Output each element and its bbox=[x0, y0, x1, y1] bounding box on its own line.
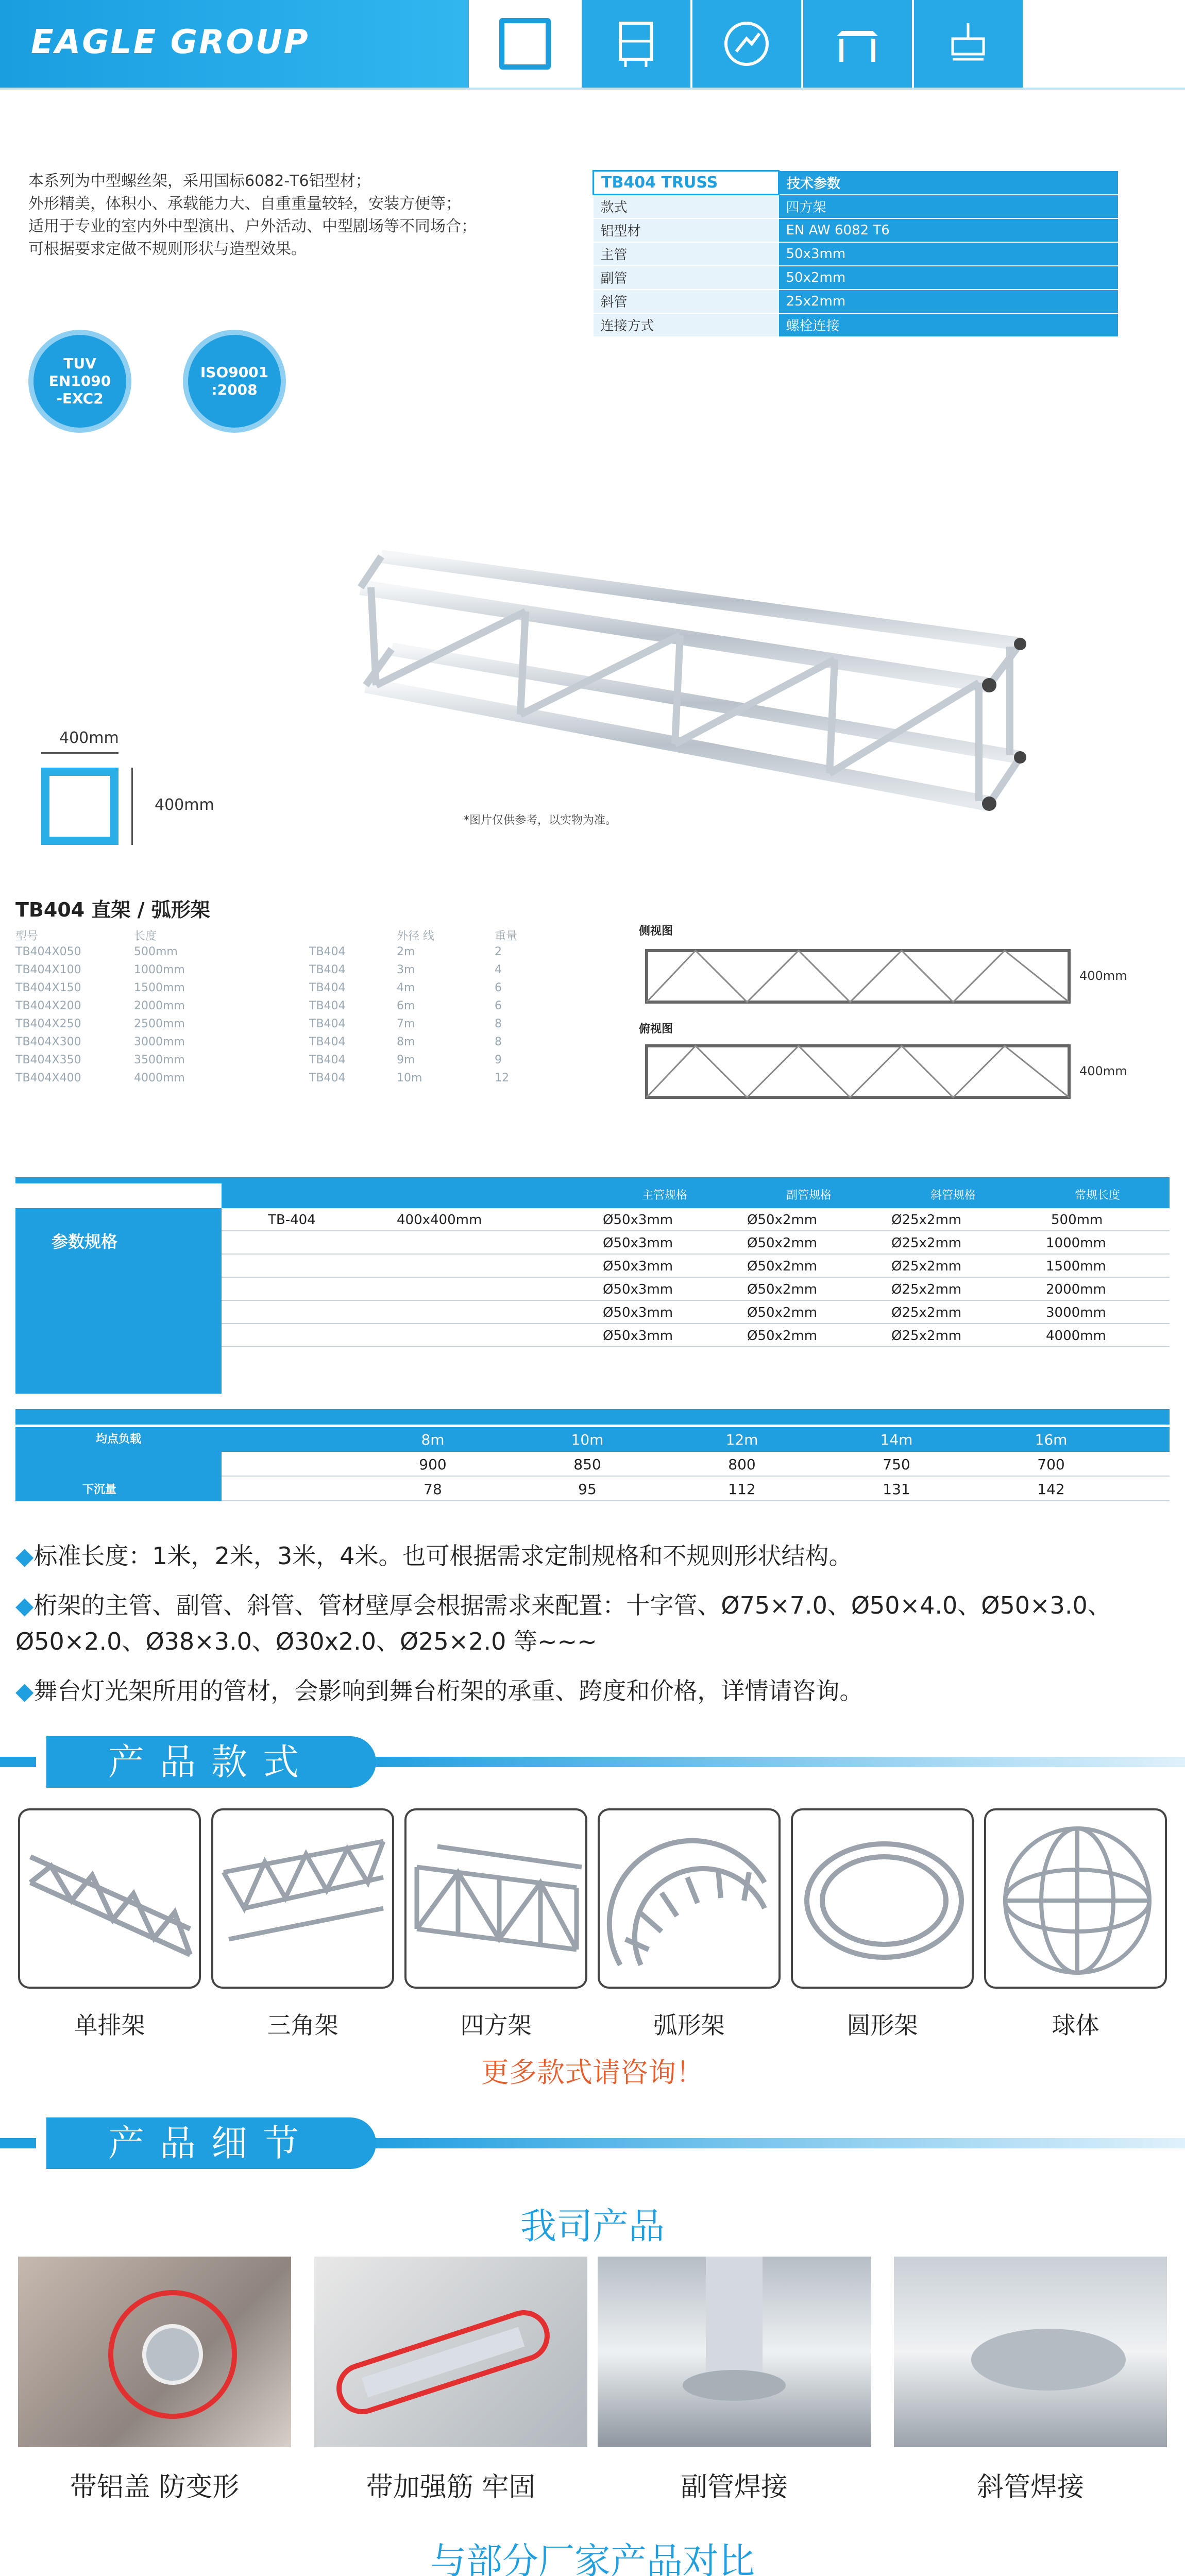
side-view-drawing bbox=[644, 945, 1072, 1007]
more-styles-link[interactable]: 更多款式请咨询！ bbox=[481, 2056, 704, 2089]
tab-square-truss[interactable] bbox=[469, 0, 580, 88]
style-card-circle[interactable] bbox=[791, 1808, 974, 1989]
brand-logo[interactable]: EAGLE GROUP bbox=[31, 23, 310, 61]
header-sub-tube: 副管规格 bbox=[737, 1183, 881, 1208]
square-truss-icon bbox=[407, 1810, 587, 1989]
height-dimension-line bbox=[131, 768, 133, 845]
model-code: TB404X050 bbox=[15, 945, 81, 958]
load-value: 850 bbox=[573, 1456, 601, 1473]
model-series: TB404 bbox=[309, 1072, 346, 1084]
param-length: 1000mm bbox=[1046, 1235, 1106, 1251]
param-sub: Ø50x2mm bbox=[747, 1282, 818, 1297]
tab-stage-truss[interactable] bbox=[801, 0, 912, 88]
style-card-single[interactable] bbox=[18, 1808, 201, 1989]
deflection-value: 95 bbox=[578, 1481, 597, 1498]
intro-line: 适用于专业的室内外中型演出、户外活动、中型剧场等不同场合； bbox=[28, 217, 477, 235]
deflection-label-cell bbox=[15, 1452, 222, 1501]
param-main: Ø50x3mm bbox=[603, 1235, 673, 1251]
param-main: Ø50x3mm bbox=[603, 1305, 673, 1320]
tab-speaker-stack[interactable] bbox=[580, 0, 690, 88]
model-code: TB404X150 bbox=[15, 981, 81, 994]
reinforcing-rib-image bbox=[314, 2257, 587, 2447]
table-row bbox=[222, 1324, 1170, 1347]
span-value: 12m bbox=[725, 1431, 758, 1448]
list-header bbox=[15, 927, 562, 945]
param-sub: Ø50x2mm bbox=[747, 1212, 818, 1228]
spec-value: 25x2mm bbox=[779, 290, 1119, 313]
param-sub: Ø50x2mm bbox=[747, 1235, 818, 1251]
span-value: 10m bbox=[571, 1431, 604, 1448]
deflection-value: 131 bbox=[883, 1481, 910, 1498]
side-view-label: 侧视图 bbox=[639, 925, 673, 938]
model-length: 1500mm bbox=[134, 981, 185, 994]
spec-key: 主管 bbox=[594, 242, 779, 266]
detail-label: 斜管焊接 bbox=[976, 2472, 1084, 2503]
style-card-arc[interactable] bbox=[598, 1808, 781, 1989]
param-length: 4000mm bbox=[1046, 1328, 1106, 1344]
list-item bbox=[15, 1036, 562, 1054]
model-span: 8m bbox=[397, 1036, 415, 1048]
span-value: 14m bbox=[880, 1431, 913, 1448]
span-value: 8m bbox=[421, 1431, 445, 1448]
model-span: 4m bbox=[397, 981, 415, 994]
square-frame-icon bbox=[499, 18, 551, 70]
model-length: 4000mm bbox=[134, 1072, 185, 1084]
spec-key: 连接方式 bbox=[594, 313, 779, 337]
lighting-rig-icon bbox=[942, 18, 994, 70]
detail-photo-cap bbox=[18, 2257, 291, 2447]
spec-value: 50x3mm bbox=[779, 242, 1119, 266]
param-diag: Ø25x2mm bbox=[891, 1235, 962, 1251]
detail-label: 带加强筋 牢固 bbox=[366, 2472, 536, 2503]
list-item bbox=[15, 1018, 562, 1036]
table-row bbox=[222, 1255, 1170, 1278]
spec-key: 副管 bbox=[594, 266, 779, 290]
span-value: 16m bbox=[1035, 1431, 1068, 1448]
intro-line: 本系列为中型螺丝架，采用国标6082-T6铝型材； bbox=[28, 172, 371, 190]
param-diag: Ø25x2mm bbox=[891, 1259, 962, 1274]
bullet-item: ◆标准长度：1米，2米，3米，4米。也可根据需求定制规格和不规则形状结构。 bbox=[15, 1542, 853, 1570]
truss-3d-drawing bbox=[350, 515, 1061, 824]
style-label: 球体 bbox=[1052, 2011, 1099, 2039]
tab-lighting-rig[interactable] bbox=[912, 0, 1023, 88]
detail-title: 产品细节 bbox=[46, 2117, 376, 2169]
bullet-text: 舞台灯光架所用的管材，会影响到舞台桁架的承重、跨度和价格，详情请咨询。 bbox=[33, 1677, 864, 1705]
model-series: TB404 bbox=[309, 999, 346, 1012]
tuv-badge: TUV EN1090 -EXC2 bbox=[28, 330, 131, 433]
model-length: 1000mm bbox=[134, 963, 185, 976]
deflection-row bbox=[222, 1477, 1170, 1501]
model-list bbox=[15, 927, 562, 1090]
arc-truss-icon bbox=[600, 1810, 781, 1989]
style-card-sphere[interactable] bbox=[984, 1808, 1167, 1989]
list-item bbox=[15, 1072, 562, 1090]
load-table bbox=[15, 1427, 1170, 1501]
stage-truss-icon bbox=[832, 18, 883, 70]
spec-value: 四方架 bbox=[779, 195, 1119, 218]
spec-model: TB404 TRUSS bbox=[594, 171, 779, 195]
model-span: 9m bbox=[397, 1054, 415, 1066]
bullet-continuation: Ø50×2.0、Ø38×3.0、Ø30x2.0、Ø25×2.0 等~~~ bbox=[15, 1628, 597, 1655]
table-row bbox=[222, 1301, 1170, 1324]
param-model: TB-404 bbox=[268, 1212, 316, 1228]
styles-title: 产品款式 bbox=[46, 1736, 376, 1788]
detail-photo-rib bbox=[314, 2257, 587, 2447]
model-length: 3000mm bbox=[134, 1036, 185, 1048]
diagonal-weld-image bbox=[894, 2257, 1167, 2447]
width-dimension: 400mm bbox=[59, 729, 119, 747]
model-code: TB404X300 bbox=[15, 1036, 81, 1048]
col-header: 长度 bbox=[134, 930, 157, 943]
model-length: 2500mm bbox=[134, 1018, 185, 1030]
model-weight: 8 bbox=[495, 1018, 502, 1030]
style-label: 单排架 bbox=[74, 2011, 145, 2039]
param-length: 2000mm bbox=[1046, 1282, 1106, 1297]
param-table-header bbox=[15, 1183, 1170, 1208]
param-main: Ø50x3mm bbox=[603, 1282, 673, 1297]
model-weight: 8 bbox=[495, 1036, 502, 1048]
detail-label: 带铝盖 防变形 bbox=[70, 2472, 240, 2503]
load-value: 750 bbox=[883, 1456, 910, 1473]
table-row bbox=[222, 1208, 1170, 1231]
param-diag: Ø25x2mm bbox=[891, 1282, 962, 1297]
param-main: Ø50x3mm bbox=[603, 1328, 673, 1344]
bullet-text: 标准长度：1米，2米，3米，4米。也可根据需求定制规格和不规则形状结构。 bbox=[33, 1542, 853, 1570]
header-main-tube: 主管规格 bbox=[592, 1183, 737, 1208]
load-value: 900 bbox=[419, 1456, 447, 1473]
model-span: 6m bbox=[397, 999, 415, 1012]
model-series: TB404 bbox=[309, 981, 346, 994]
col-header: 型号 bbox=[15, 930, 39, 943]
spec-key: 铝型材 bbox=[594, 218, 779, 242]
load-value: 700 bbox=[1037, 1456, 1065, 1473]
cross-section-square bbox=[41, 768, 118, 845]
header-length: 常规长度 bbox=[1025, 1183, 1170, 1208]
param-sub: Ø50x2mm bbox=[747, 1259, 818, 1274]
model-weight: 9 bbox=[495, 1054, 502, 1066]
model-weight: 12 bbox=[495, 1072, 509, 1084]
bullet-item: ◆桁架的主管、副管、斜管、管材壁厚会根据需求来配置：十字管、Ø75×7.0、Ø50×4.0、Ø50×3.0、 bbox=[15, 1591, 1111, 1619]
style-card-triangle[interactable] bbox=[211, 1808, 394, 1989]
speaker-stack-icon bbox=[610, 18, 662, 70]
style-label: 四方架 bbox=[460, 2011, 532, 2039]
param-side-text: 参数规格 bbox=[52, 1232, 118, 1251]
header-divider bbox=[0, 88, 1185, 90]
model-code: TB404X400 bbox=[15, 1072, 81, 1084]
param-main: Ø50x3mm bbox=[603, 1259, 673, 1274]
detail-photo-diag-weld bbox=[894, 2257, 1167, 2447]
spec-key: 斜管 bbox=[594, 290, 779, 313]
top-view-drawing bbox=[644, 1041, 1072, 1103]
bullet-item: ◆舞台灯光架所用的管材，会影响到舞台桁架的承重、跨度和价格，详情请咨询。 bbox=[15, 1677, 864, 1705]
feature-bullets bbox=[15, 1538, 1170, 1709]
detail-banner bbox=[0, 2117, 1185, 2169]
param-diag: Ø25x2mm bbox=[891, 1328, 962, 1344]
spec-header: 技术参数 bbox=[779, 171, 1119, 195]
deflection-value: 78 bbox=[424, 1481, 442, 1498]
span-row bbox=[222, 1427, 1170, 1452]
speaker-circle-icon bbox=[721, 18, 772, 70]
load-label: 均点负载 bbox=[15, 1427, 222, 1452]
model-weight: 6 bbox=[495, 981, 502, 994]
model-length: 500mm bbox=[134, 945, 178, 958]
param-main: Ø50x3mm bbox=[603, 1212, 673, 1228]
load-value: 800 bbox=[728, 1456, 756, 1473]
load-table-bar bbox=[15, 1409, 1170, 1425]
our-product-title: 我司产品 bbox=[520, 2205, 665, 2247]
spec-value: EN AW 6082 T6 bbox=[779, 218, 1119, 242]
table-row bbox=[222, 1278, 1170, 1301]
deflection-label: 下沉量 bbox=[82, 1483, 117, 1496]
header-diag-tube: 斜管规格 bbox=[881, 1183, 1025, 1208]
table-row bbox=[222, 1231, 1170, 1255]
deflection-value: 112 bbox=[728, 1481, 756, 1498]
styles-banner bbox=[0, 1736, 1185, 1788]
header-brand-bar bbox=[0, 0, 484, 88]
model-length: 3500mm bbox=[134, 1054, 185, 1066]
load-row bbox=[222, 1452, 1170, 1477]
model-list-title: TB404 直架 / 弧形架 bbox=[15, 899, 210, 921]
model-weight: 2 bbox=[495, 945, 502, 958]
sphere-truss-icon bbox=[986, 1810, 1167, 1989]
single-truss-icon bbox=[20, 1810, 201, 1989]
deflection-value: 142 bbox=[1037, 1481, 1065, 1498]
width-dimension-line bbox=[41, 752, 118, 754]
list-item bbox=[15, 981, 562, 999]
style-card-square[interactable] bbox=[404, 1808, 587, 1989]
model-code: TB404X250 bbox=[15, 1018, 81, 1030]
banner-line bbox=[361, 2138, 1185, 2148]
param-length: 3000mm bbox=[1046, 1305, 1106, 1320]
height-dimension: 400mm bbox=[155, 796, 214, 814]
header bbox=[0, 0, 1185, 88]
detail-label: 副管焊接 bbox=[680, 2472, 788, 2503]
banner-stub bbox=[0, 2138, 36, 2148]
param-length: 500mm bbox=[1051, 1212, 1103, 1228]
model-code: TB404X200 bbox=[15, 999, 81, 1012]
model-series: TB404 bbox=[309, 1036, 346, 1048]
model-span: 2m bbox=[397, 945, 415, 958]
model-span: 3m bbox=[397, 963, 415, 976]
top-view-label: 俯视图 bbox=[639, 1023, 673, 1036]
param-diag: Ø25x2mm bbox=[891, 1212, 962, 1228]
compare-title: 与部分厂家产品对比 bbox=[430, 2540, 755, 2576]
model-weight: 4 bbox=[495, 963, 502, 976]
iso-badge: ISO9001 :2008 bbox=[183, 330, 286, 433]
model-span: 10m bbox=[397, 1072, 422, 1084]
triangle-truss-icon bbox=[213, 1810, 394, 1989]
param-length: 1500mm bbox=[1046, 1259, 1106, 1274]
intro-line: 外形精美，体积小、承载能力大、自重重量较轻，安装方便等； bbox=[28, 195, 461, 213]
circle-truss-icon bbox=[793, 1810, 974, 1989]
model-length: 2000mm bbox=[134, 999, 185, 1012]
col-header: 重量 bbox=[495, 930, 518, 943]
header-cell bbox=[222, 1183, 592, 1208]
spec-value: 螺栓连接 bbox=[779, 313, 1119, 337]
bullet-text: 桁架的主管、副管、斜管、管材壁厚会根据需求来配置：十字管、Ø75×7.0、Ø50×4.0、Ø50×3.0、 bbox=[33, 1591, 1111, 1619]
top-view-dimension: 400mm bbox=[1079, 1064, 1127, 1078]
tab-speaker-circle[interactable] bbox=[690, 0, 801, 88]
list-item bbox=[15, 963, 562, 981]
intro-text bbox=[28, 170, 569, 261]
banner-stub bbox=[0, 1757, 36, 1767]
model-code: TB404X350 bbox=[15, 1054, 81, 1066]
param-sub: Ø50x2mm bbox=[747, 1328, 818, 1344]
model-span: 7m bbox=[397, 1018, 415, 1030]
model-series: TB404 bbox=[309, 1054, 346, 1066]
intro-line: 可根据要求定做不规则形状与造型效果。 bbox=[28, 240, 307, 258]
style-label: 三角架 bbox=[267, 2011, 338, 2039]
model-code: TB404X100 bbox=[15, 963, 81, 976]
style-label: 圆形架 bbox=[847, 2011, 918, 2039]
aluminum-cap-image bbox=[18, 2257, 291, 2447]
list-item bbox=[15, 1054, 562, 1072]
param-sub: Ø50x2mm bbox=[747, 1305, 818, 1320]
sub-tube-weld-image bbox=[598, 2257, 871, 2447]
style-label: 弧形架 bbox=[653, 2011, 725, 2039]
side-view-dimension: 400mm bbox=[1079, 969, 1127, 983]
spec-value: 50x2mm bbox=[779, 266, 1119, 290]
image-note: *图片仅供参考，以实物为准。 bbox=[464, 814, 617, 827]
banner-line bbox=[361, 1757, 1185, 1767]
param-diag: Ø25x2mm bbox=[891, 1305, 962, 1320]
model-series: TB404 bbox=[309, 963, 346, 976]
param-size: 400x400mm bbox=[397, 1212, 482, 1228]
detail-photo-sub-weld bbox=[598, 2257, 871, 2447]
spec-key: 款式 bbox=[594, 195, 779, 218]
model-weight: 6 bbox=[495, 999, 502, 1012]
param-table-bar bbox=[15, 1177, 1170, 1183]
param-side-label bbox=[15, 1208, 222, 1394]
model-series: TB404 bbox=[309, 1018, 346, 1030]
spec-table bbox=[592, 170, 1118, 337]
model-series: TB404 bbox=[309, 945, 346, 958]
col-header: 外径 线 bbox=[397, 930, 434, 943]
list-item bbox=[15, 999, 562, 1018]
list-item bbox=[15, 945, 562, 963]
